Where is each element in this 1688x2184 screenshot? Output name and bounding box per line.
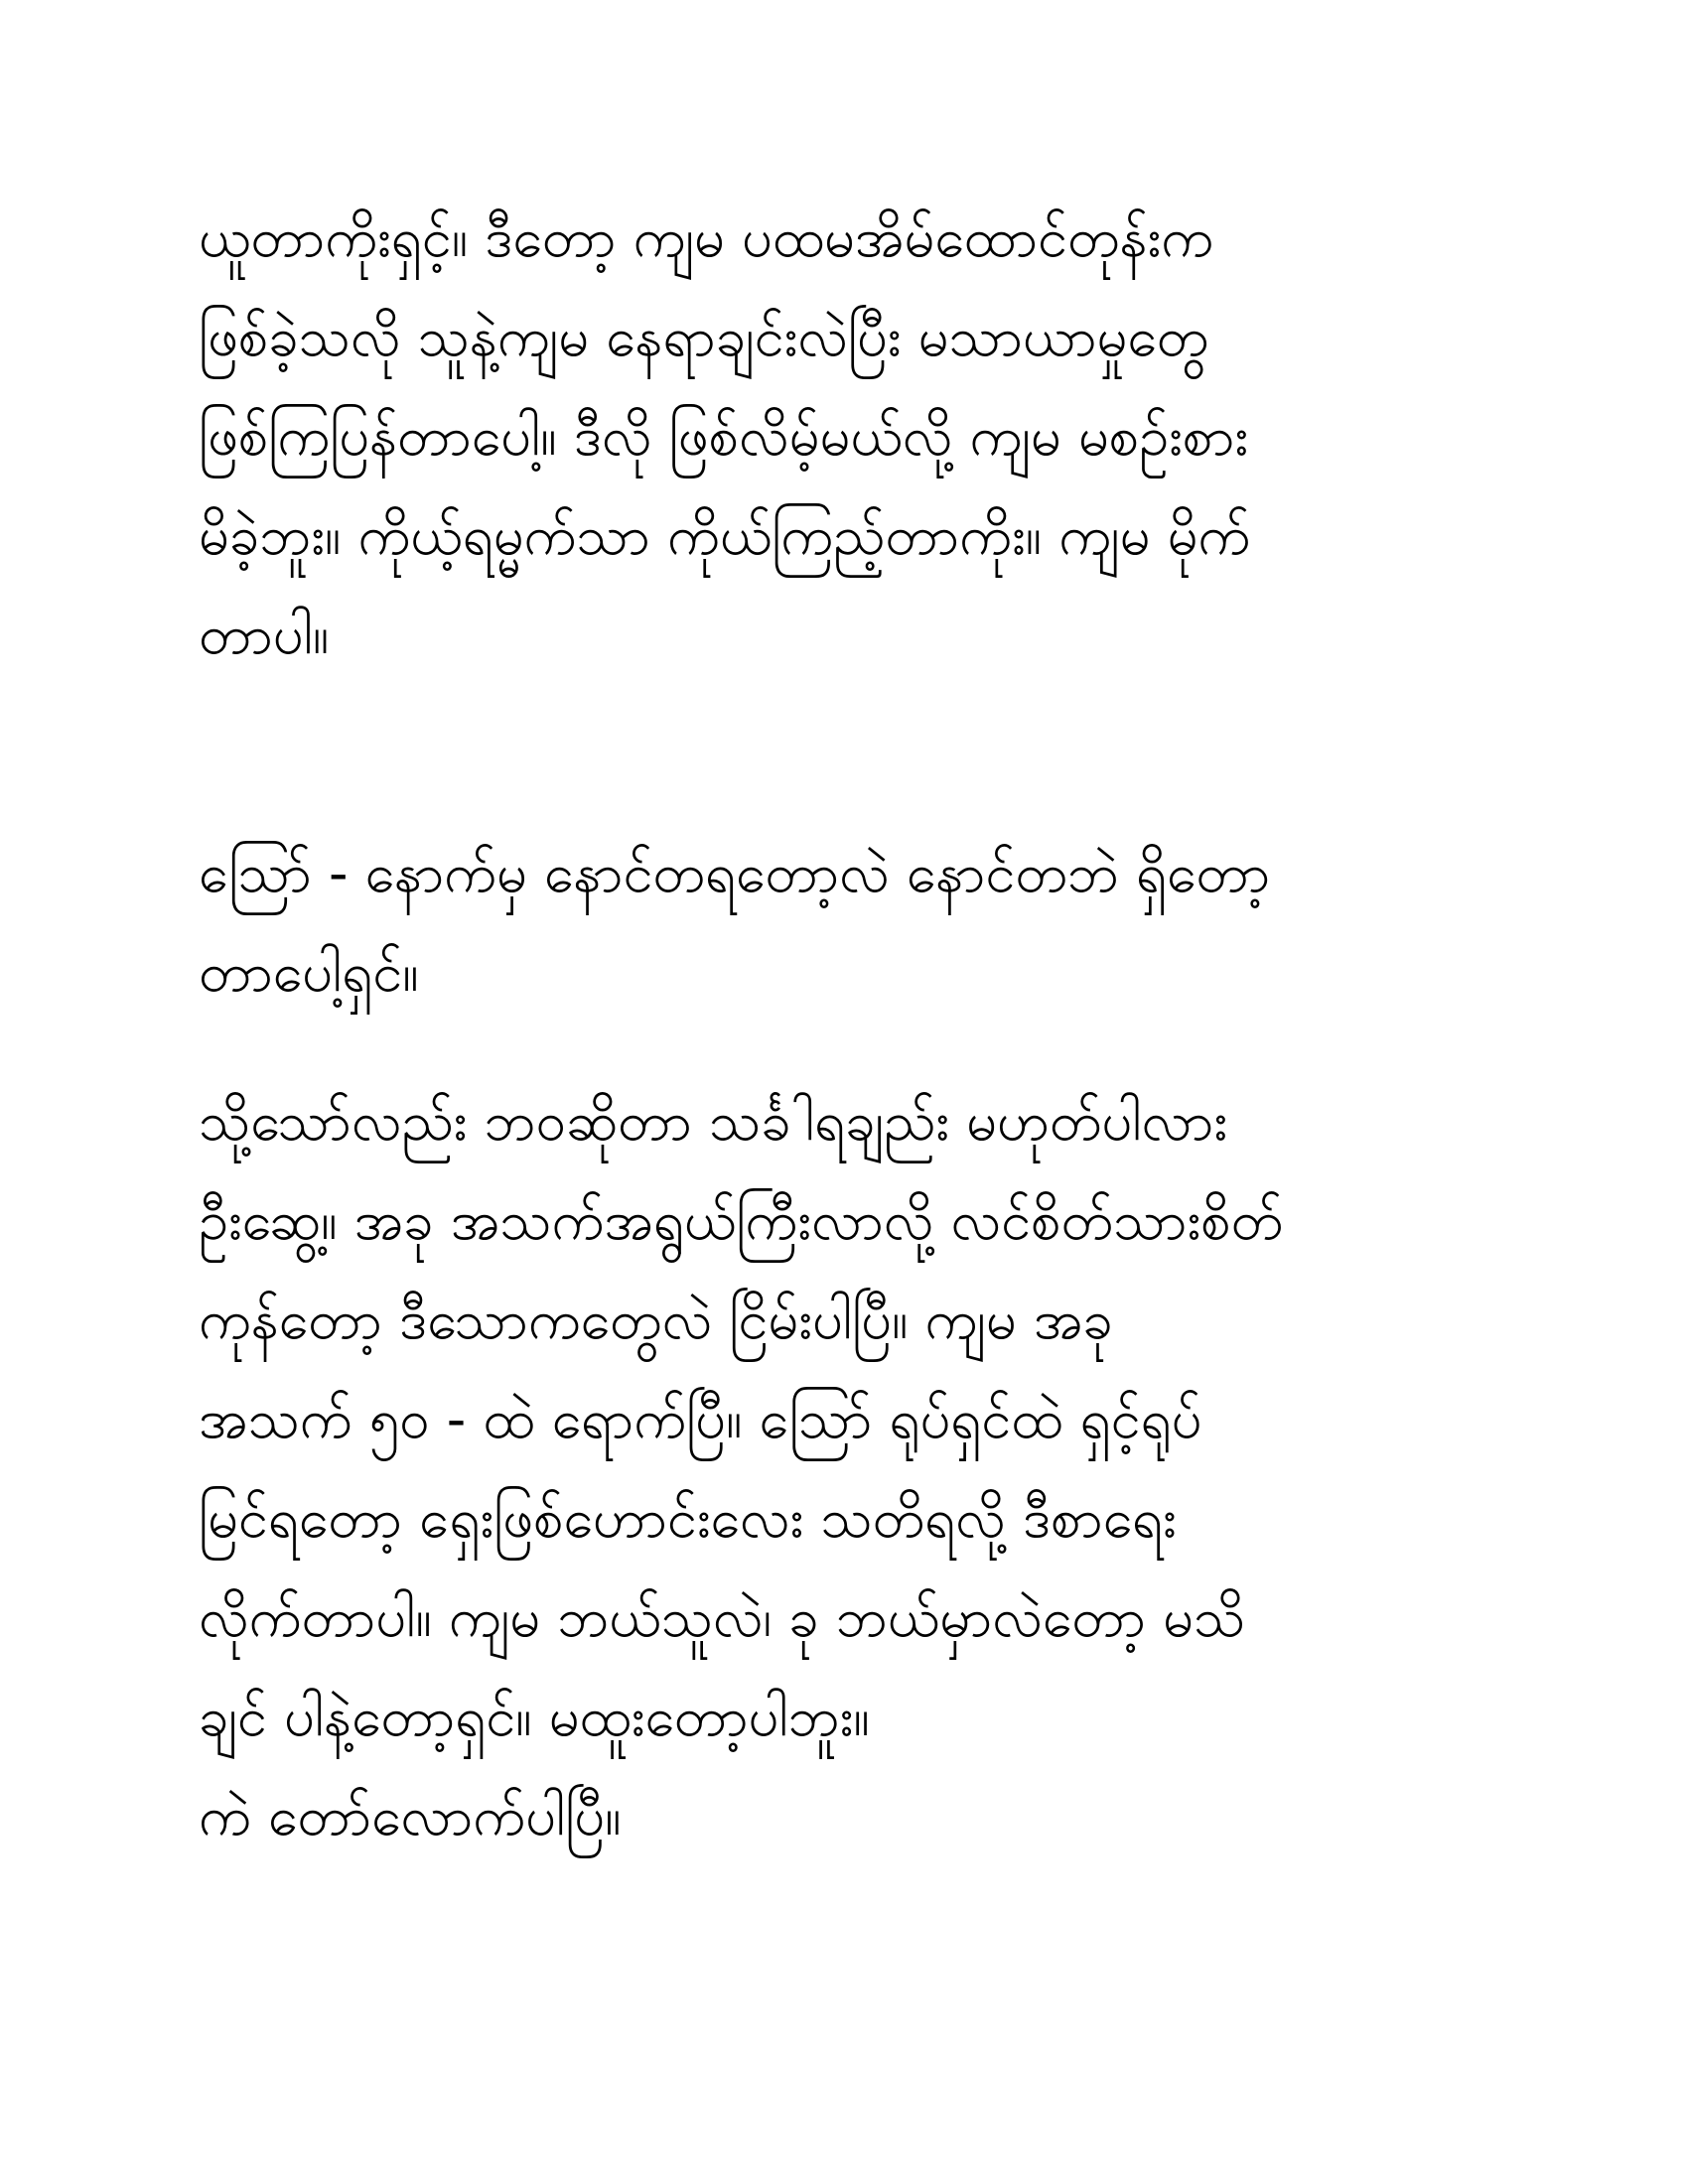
text-line: ကုန်တော့ ဒီသောကတွေလဲ ငြိမ်းပါပြီ။ ကျမ အခု	[199, 1289, 1113, 1351]
text-line: ဖြစ်ကြပြန်တာပေါ့။ ဒီလို ဖြစ်လိမ့်မယ်လို့ ကျမ မစဉ်းစား	[199, 405, 1249, 468]
text-line: တာပေါ့ရှင်။	[199, 941, 419, 1004]
text-line: သို့သော်လည်း ဘဝဆိုတာ သင်္ခါရချည်း မဟုတ်ပါလား	[199, 1090, 1228, 1153]
text-line: ဖြစ်ခဲ့သလို သူနဲ့ကျမ နေရာချင်းလဲပြီး မသာယာမှုတွေ	[199, 306, 1209, 368]
text-line: မြင်ရတော့ ရှေးဖြစ်ဟောင်းလေး သတိရလို့ ဒီစာရေး	[199, 1487, 1177, 1550]
text-line: ကဲ တော်လောက်ပါပြီ။	[199, 1785, 622, 1847]
text-line: လိုက်တာပါ။ ကျမ ဘယ်သူလဲ၊ ခု ဘယ်မှာလဲတော့ မသိ	[199, 1586, 1246, 1649]
text-line: တာပါ။	[199, 604, 330, 666]
text-line: သြော် - နောက်မှ နောင်တရတော့လဲ နောင်တဘဲ ရှိတော့	[199, 842, 1271, 904]
paragraph-2	[199, 824, 1489, 1023]
text-line: မိခဲ့ဘူး။ ကိုယ့်ရမ္မက်သာ ကိုယ်ကြည့်တာကိုး။ ကျမ မိုက်	[199, 504, 1251, 567]
text-line: ဦးဆွေ့။ အခု အသက်အရွယ်ကြီးလာလို့ လင်စိတ်သားစိတ်	[199, 1189, 1284, 1252]
paragraph-1	[199, 189, 1489, 685]
paragraph-3	[199, 1072, 1489, 1866]
text-line: ယူတာကိုးရှင့်။ ဒီတော့ ကျမ ပထမအိမ်ထောင်တုန်းက	[199, 206, 1214, 269]
text-line: အသက် ၅၀ - ထဲ ရောက်ပြီ။ သြော် ရုပ်ရှင်ထဲ ရှင့်ရုပ်	[199, 1388, 1202, 1450]
text-line: ချင် ပါနဲ့တော့ရှင်။ မထူးတော့ပါဘူး။	[199, 1686, 870, 1748]
